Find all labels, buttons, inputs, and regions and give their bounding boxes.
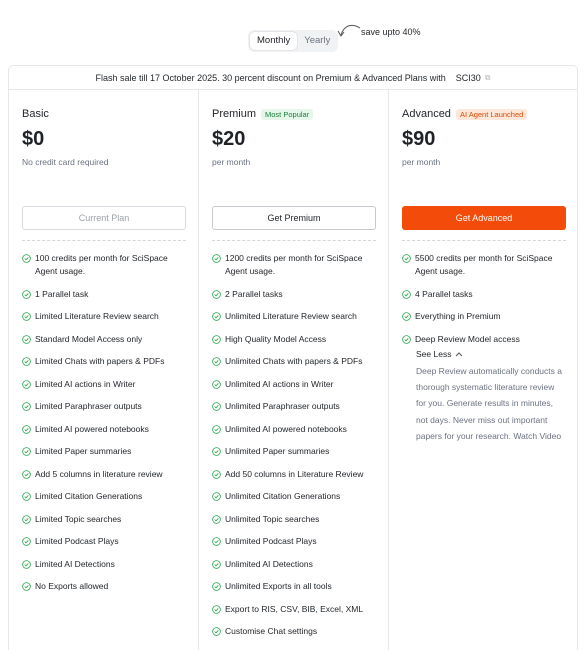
get-premium-button[interactable]: Get Premium — [212, 206, 376, 230]
feature-item — [212, 603, 380, 616]
feature-text: Unlimited Chats with papers & PDFs — [225, 356, 363, 366]
feature-item — [22, 490, 190, 503]
feature-text: Unlimited Paraphraser outputs — [225, 401, 340, 411]
feature-item — [22, 580, 190, 593]
dashed-divider — [22, 240, 186, 241]
feature-item — [212, 288, 380, 301]
check-circle-icon — [402, 335, 411, 344]
feature-text: 2 Parallel tasks — [225, 288, 283, 299]
plan-price: $20 — [212, 128, 246, 150]
feature-item — [212, 580, 380, 593]
feature-item — [22, 252, 190, 278]
feature-item — [402, 310, 570, 323]
feature-item — [212, 333, 380, 346]
feature-item — [22, 445, 190, 458]
check-circle-icon — [22, 537, 31, 546]
plan-subtitle: per month — [402, 157, 441, 167]
feature-text: Limited AI actions in Writer — [35, 378, 136, 389]
feature-item — [22, 333, 190, 346]
check-circle-icon — [402, 254, 411, 263]
dashed-divider — [402, 240, 566, 241]
feature-item — [402, 333, 570, 346]
feature-item — [22, 468, 190, 481]
check-circle-icon — [22, 380, 31, 389]
chevron-up-icon — [455, 351, 463, 357]
feature-text: Unlimited Citation Generations — [225, 491, 341, 501]
check-circle-icon — [212, 254, 221, 263]
check-circle-icon — [22, 447, 31, 456]
feature-text: Unlimited AI Detections — [225, 558, 313, 569]
dashed-divider — [212, 240, 376, 241]
get-advanced-button[interactable]: Get Advanced — [402, 206, 566, 230]
check-circle-icon — [22, 515, 31, 524]
feature-text: Unlimited Paper summaries — [225, 446, 330, 456]
plan-price: $0 — [22, 128, 45, 150]
check-circle-icon — [212, 605, 221, 614]
feature-text: 5500 credits per month for SciSpace Agent usage. — [415, 253, 553, 276]
see-less-toggle[interactable]: See Less — [416, 349, 570, 359]
plan-subtitle: per month — [212, 157, 251, 167]
check-circle-icon — [212, 425, 221, 434]
copy-icon[interactable]: ⧉ — [484, 72, 491, 82]
check-circle-icon — [212, 537, 221, 546]
feature-item — [22, 423, 190, 436]
check-circle-icon — [402, 290, 411, 299]
feature-text: Export to RIS, CSV, BIB, Excel, XML — [225, 603, 364, 614]
plan-name: Basic — [22, 108, 49, 120]
plan-price: $90 — [402, 128, 436, 150]
check-circle-icon — [212, 335, 221, 344]
feature-text: Limited Podcast Plays — [35, 536, 119, 546]
check-circle-icon — [22, 470, 31, 479]
feature-item — [212, 625, 380, 638]
feature-text: Add 50 columns in Literature Review — [225, 468, 364, 479]
column-divider — [388, 90, 389, 650]
feature-list-wrap — [402, 252, 570, 444]
feature-item — [22, 378, 190, 391]
check-circle-icon — [22, 254, 31, 263]
feature-item — [22, 355, 190, 368]
plan-subtitle: No credit card required — [22, 157, 109, 167]
feature-text: High Quality Model Access — [225, 333, 327, 344]
check-circle-icon — [212, 312, 221, 321]
feature-item — [22, 288, 190, 301]
check-circle-icon — [212, 627, 221, 636]
check-circle-icon — [212, 290, 221, 299]
feature-text: Limited Literature Review search — [35, 311, 159, 321]
feature-text: Limited AI Detections — [35, 558, 115, 569]
feature-text: Limited Citation Generations — [35, 491, 143, 501]
column-divider — [198, 90, 199, 650]
feature-item — [212, 558, 380, 571]
feature-text: Unlimited Topic searches — [225, 513, 320, 524]
feature-text: Unlimited Literature Review search — [225, 311, 357, 321]
check-circle-icon — [22, 290, 31, 299]
feature-text: 100 credits per month for SciSpace Agent usage. — [35, 253, 168, 276]
check-circle-icon — [22, 492, 31, 501]
feature-item — [212, 490, 380, 503]
check-circle-icon — [22, 357, 31, 366]
feature-item — [402, 252, 570, 278]
feature-list — [22, 252, 190, 603]
flash-sale-banner — [9, 66, 577, 90]
feature-item — [22, 310, 190, 323]
feature-item — [212, 252, 380, 278]
feature-text: 1 Parallel task — [35, 288, 89, 299]
check-circle-icon — [212, 447, 221, 456]
plan-name: Premium Most Popular — [212, 108, 313, 120]
check-circle-icon — [22, 582, 31, 591]
monthly-option[interactable]: Monthly — [250, 32, 297, 50]
plan-name: Advanced AI Agent Launched — [402, 108, 527, 120]
banner-text: Flash sale till 17 October 2025. 30 percent discount on Premium & Advanced Plans with — [95, 72, 446, 83]
feature-text: Unlimited AI actions in Writer — [225, 378, 334, 389]
curved-arrow-icon — [336, 22, 364, 40]
check-circle-icon — [22, 425, 31, 434]
feature-item — [212, 400, 380, 413]
feature-text: Limited Paper summaries — [35, 446, 132, 456]
check-circle-icon — [22, 402, 31, 411]
feature-text: Limited Topic searches — [35, 513, 122, 524]
feature-text: 1200 credits per month for SciSpace Agent usage. — [225, 253, 363, 276]
check-circle-icon — [212, 402, 221, 411]
feature-item — [212, 310, 380, 323]
feature-item — [22, 535, 190, 548]
save-note: save upto 40% — [361, 27, 421, 37]
feature-text: Limited AI powered notebooks — [35, 423, 149, 434]
feature-item — [22, 513, 190, 526]
yearly-option[interactable]: Yearly — [304, 35, 331, 46]
check-circle-icon — [212, 582, 221, 591]
feature-text: Customise Chat settings — [225, 626, 318, 636]
check-circle-icon — [212, 357, 221, 366]
check-circle-icon — [212, 560, 221, 569]
feature-item — [212, 468, 380, 481]
feature-item — [212, 445, 380, 458]
feature-text: Deep Review Model access — [415, 333, 520, 344]
feature-text: Limited Chats with papers & PDFs — [35, 356, 165, 366]
feature-item — [212, 423, 380, 436]
feature-item — [402, 288, 570, 301]
check-circle-icon — [22, 312, 31, 321]
feature-item — [212, 355, 380, 368]
feature-list — [212, 252, 380, 648]
feature-text: 4 Parallel tasks — [415, 288, 473, 299]
feature-item — [22, 558, 190, 571]
coupon-code: SCI30 — [455, 72, 481, 83]
check-circle-icon — [22, 560, 31, 569]
feature-item — [212, 378, 380, 391]
feature-item — [212, 513, 380, 526]
deep-review-description: Deep Review automatically conducts a thorough systematic literature review for you. Generate results in minutes, not days. Never miss out important papers for your research. Watch Video — [416, 366, 562, 441]
feature-text: Everything in Premium — [415, 311, 501, 321]
check-circle-icon — [22, 335, 31, 344]
feature-text: Unlimited AI powered notebooks — [225, 423, 347, 434]
check-circle-icon — [212, 492, 221, 501]
current-plan-button[interactable]: Current Plan — [22, 206, 186, 230]
ai-agent-badge: AI Agent Launched — [456, 109, 527, 120]
feature-text: Standard Model Access only — [35, 333, 143, 344]
feature-text: Unlimited Exports in all tools — [225, 581, 332, 591]
most-popular-badge: Most Popular — [261, 109, 313, 120]
check-circle-icon — [212, 380, 221, 389]
billing-toggle — [248, 30, 338, 52]
feature-list — [402, 252, 570, 346]
feature-text: Add 5 columns in literature review — [35, 468, 163, 479]
check-circle-icon — [402, 312, 411, 321]
check-circle-icon — [212, 470, 221, 479]
check-circle-icon — [212, 515, 221, 524]
feature-item — [22, 400, 190, 413]
feature-text: Unlimited Podcast Plays — [225, 536, 317, 546]
feature-text: Limited Paraphraser outputs — [35, 401, 142, 411]
feature-item — [212, 535, 380, 548]
feature-text: No Exports allowed — [35, 581, 109, 591]
